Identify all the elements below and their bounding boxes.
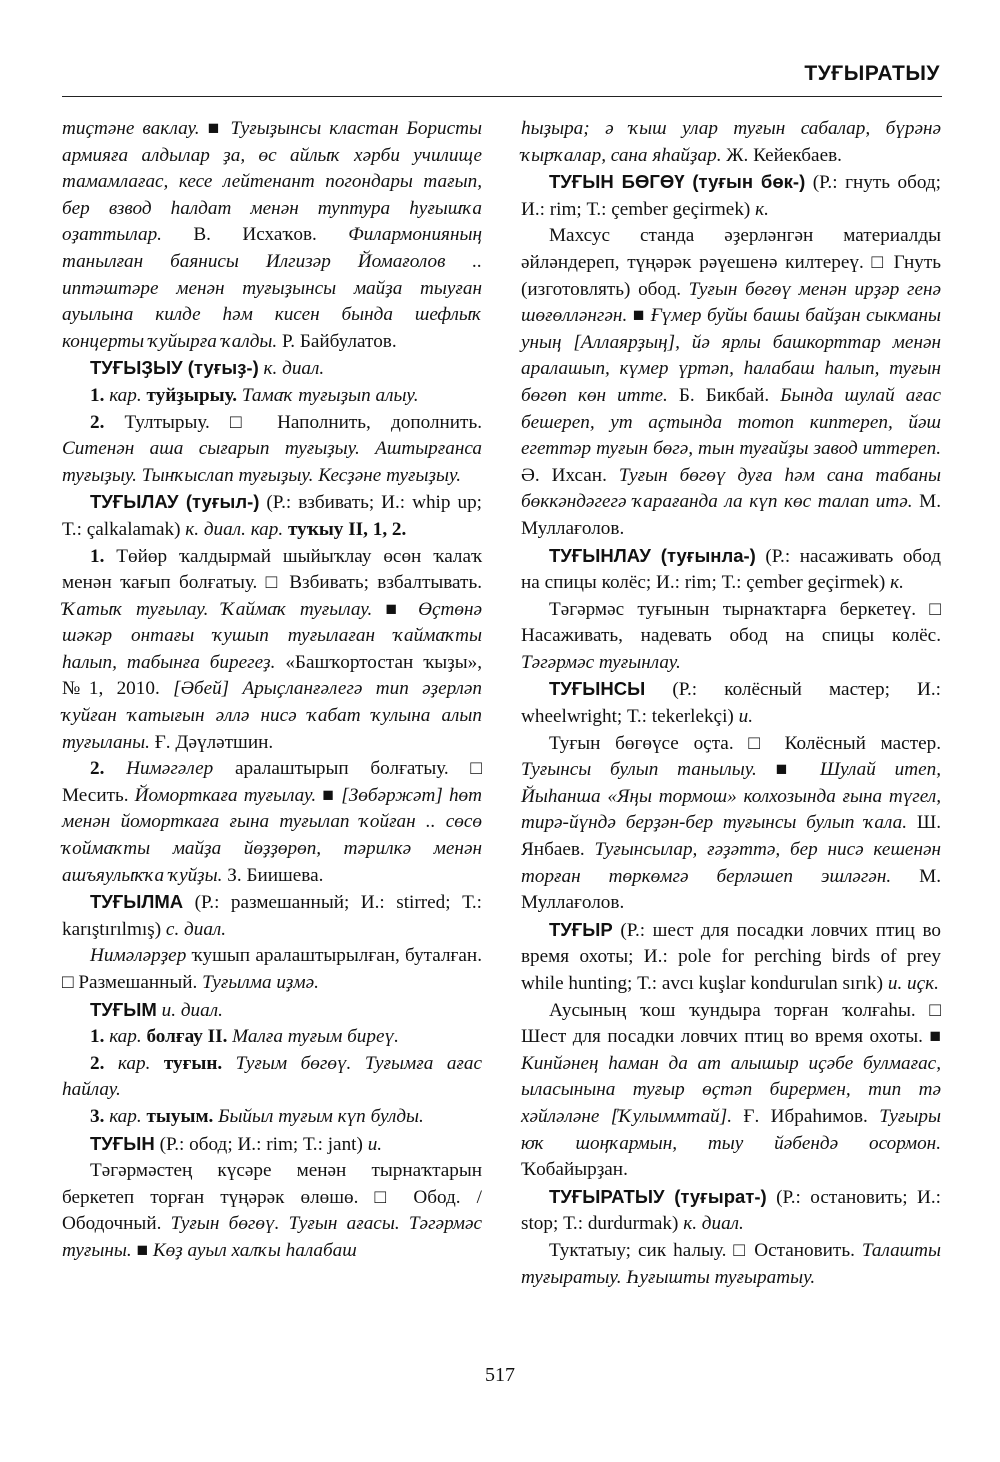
italic-text: Туғым бөгөү. Туғымға ағас һайлау. [62,1052,483,1101]
headword: ТУҒЫЛМА [90,891,184,913]
bold-text: туйҙырыу. [141,384,238,406]
italic-text: ■ Кинйәнең һаман да ат алышыр иҫәбе булмағас, ыласынына туғыр өҫтәп бирермен, тип тә хәйләләне [Ҡулыммтай]. [521,1026,941,1127]
italic-text: Филармонияның танылған баянисы Илгизәр Йомағолов .. иптәштәре менән туғыҙынсы майҙа тыуған ауылына килде һәм кисен бында шефлыҡ концерты ҡуйырға ҡалды. [62,224,482,352]
text-run: (Р.: шест для посадки ловчих птиц во время охоты; И.: pole for perching birds of prey while hunting; Т.: avcı kuşlar kondurulan sırık) [521,919,941,994]
italic-text: Тәгәрмәс туғынлау. [521,651,681,673]
dictionary-paragraph [62,355,482,383]
text-run: Аусының ҡош ҡундыра торған ҡолғаһы. □ Шест для посадки ловчих птиц во время охоты. [521,999,941,1048]
italic-text: Туғын бөгөү. Туғын ағасы. Тәгәрмәс туғыны. ■ Көҙ ауыл халҡы һалабаш [62,1213,482,1261]
text-run: (Р.: остановить; И.: stop; Т.: durdurmak) [521,1186,941,1235]
italic-text: Ҡатыҡ туғылау. Ҡаймаҡ туғылау. ■ Өҫтөнә шәкәр онтағы ҡушып туғылаған ҡаймаҡты һалып, табынға бирегеҙ. [62,598,482,673]
left-column [62,116,482,1265]
text-run: Ж. Кейекбаев. [721,144,842,166]
italic-text: Талашты туғыратыу. Һуғышты туғыратыу. [521,1239,941,1288]
text-run: (Р.: колёсный мастер; И.: wheelwright; Т.: tekerlekçi) [521,679,941,728]
italic-text: и. [367,1133,383,1155]
headword: ТУҒЫР [549,918,613,940]
bold-text: болғау II. [141,1026,228,1048]
headword: ТУҒЫМ [90,998,157,1020]
text-run: (Р.: насаживать обод на спицы колёс; И.: rim; Т.: çember geçirmek) [521,545,941,594]
text-run: Р. Байбулатов. [277,330,397,352]
dictionary-paragraph [62,1024,482,1051]
italic-text: Туғыры юҡ шоңҡармын, тыу йәбендә осормон. [521,1105,941,1154]
text-run: Төйөр ҡалдырмай шыйыҡлау өсөн ҡалаҡ менән ҡағып болғатыу. □ Взбивать; взбалтывать. [62,545,482,594]
text-run: Ш. Янбаев. [521,812,941,861]
dictionary-paragraph [62,1104,482,1131]
italic-text: к. диал. [258,358,325,380]
text-run: М. Муллағолов. [521,865,942,914]
italic-text: Туғынсы булып танылыу. ■ Шулай итеп, Йыһанша «Яңы тормош» колхозында ғына түгел, тирә-йүндә берҙән-бер туғынсы булып ҡала. [521,759,941,834]
text-run: Туғын бөгөүсе оҫта. □ Колёсный мастер. [549,732,941,754]
headword: ТУҒЫН [90,1132,155,1154]
dictionary-paragraph [62,116,482,355]
bold-text: 1. [90,545,117,567]
dictionary-paragraph [62,889,482,943]
italic-text: Малға туғым биреү. [227,1026,399,1048]
italic-text: кар. [109,384,142,406]
headword: ТУҒЫН БӨГӨҮ (туғын бөк-) [549,171,806,193]
text-run: Тәгәрмәс туғынын тырнаҡтарға беркетеү. □ Насаживать, надевать обод на спицы колёс. [521,598,941,647]
text-run: З. Биишева. [222,864,324,886]
bold-text: туғын. [150,1052,223,1074]
text-run: Ғ. Дәүләтшин. [149,731,274,753]
bold-text: туҡыу II, 1, 2. [283,518,407,540]
dictionary-paragraph [521,676,941,730]
italic-text: Нимәгәлер [126,758,214,780]
italic-text: к. диал. кар. [185,518,284,540]
text-run: (Р.: обод; И.: rim; Т.: jant) [154,1133,368,1155]
text-run: Тәгәрмәстең күсәре менән тырнаҡтарын беркетеп торған түңәрәк өлөшө. □ Обод. / Ободочный. [62,1160,482,1235]
italic-text: Быйыл туғым күп булды. [213,1105,424,1127]
dictionary-paragraph [62,1051,482,1104]
text-run: Ә. Ихсан. [521,464,619,486]
italic-text: Ситенән аша сығарып туғыҙыу. Аштырғанса туғыҙыу. Тынҡыслап туғыҙыу. Кесҙәне туғыҙыу. [62,438,482,486]
bold-text: 1. [90,1026,110,1048]
italic-text: с. диал. [165,918,227,940]
dictionary-paragraph [521,116,941,169]
italic-text: Туғылма иҙмә. [202,972,319,993]
italic-text: [Әбей] Арыҫланғәлегә тип әҙерләп ҡуйған ҡатығын әллә нисә ҡабат ҡулына алып туғыланы. [62,678,482,753]
italic-text: Бында шулай ағас бешереп, ут аҫтында тотоп киптереп, йәш егеттәр туғын бөгә, тын туғайҙы завод иттереп. [521,384,941,460]
text-run: М. Муллағолов. [521,491,942,539]
italic-text: тиҫтәне ваклау. ■ Туғыҙынсы кластан Бористы армияға алдылар ҙа, өс айлыҡ хәрби училище тамамлағас, кесе лейтенант погондары тағып, бер взвод һалдат менән туптура һуғышҡа оҙаттылар. [62,118,482,246]
italic-text: Тамаҡ туғыҙып алыу. [237,384,419,406]
dictionary-paragraph [521,543,941,597]
bold-text: тыуым. [141,1105,214,1127]
italic-text: и. [738,706,753,728]
italic-text: кар. [109,1026,142,1048]
italic-text: кар. [109,1105,142,1127]
bold-text: 2. [90,758,127,780]
dictionary-paragraph [62,383,482,410]
dictionary-paragraph [62,544,482,757]
italic-text: Туғын бөгөү менән ирҙәр генә шөғөлләнгән. ■ Ғүмер буйы башы байҙан сыкманы уның [Аллаярҙың], йә ярлы башкорттар менән аралашып, күмер үртәп, һалабаш һалып, туғын бөгөп көн итте. [521,278,942,406]
italic-text: Туғынсылар, ғәҙәттә, бер нисә кешенән торған төркөмгә берләшеп эшләгән. [521,839,942,887]
headword: ТУҒЫРАТЫУ (туғырат-) [549,1185,767,1207]
dictionary-paragraph [62,410,482,490]
dictionary-paragraph [521,731,941,917]
text-run: «Башҡортостан ҡыҙы», №1, 2010. [62,651,482,700]
headword: ТУҒЫНСЫ [549,678,646,700]
italic-text: и. диал. [156,999,223,1021]
italic-text: һыҙыра; ә ҡыш улар туғын сабалар, бүрәнә ҡырҡалар, сана яһайҙар. [521,118,941,166]
italic-text: к. [755,198,769,220]
running-head: ТУҒЫРАТЫУ [804,62,940,85]
bold-text: 3. [90,1105,110,1127]
dictionary-paragraph [62,943,482,996]
text-run: (Р.: гнуть обод; И.: rim; Т.: çember geçirmek) [521,172,941,220]
headword: ТУҒЫҘЫУ (туғыҙ-) [90,357,259,379]
headword: ТУҒЫЛАУ (туғыл-) [90,491,260,513]
bold-text: 2. [90,411,125,433]
text-run: Ғ. Ибраһимов. [732,1105,880,1127]
right-column [521,116,941,1291]
dictionary-paragraph [521,998,941,1184]
italic-text: кар. [117,1052,151,1074]
page-header [62,56,942,97]
dictionary-paragraph [521,1238,941,1291]
text-run: Тултырыу. □ Наполнить, дополнить. [124,411,482,433]
italic-text: Туғын бөгөү дуға һәм сана табаны бөккәндәгегә ҡарағанда ла күп көс талап итә. [521,464,941,513]
text-run: Б. Бикбай. [667,384,781,406]
text-run: (Р.: размешанный; И.: stirred; Т.: karıştırılmış) [62,892,482,940]
dictionary-paragraph [521,917,941,998]
dictionary-paragraph [62,489,482,543]
text-run: Ҡобайырҙан. [521,1159,628,1181]
headword: ТУҒЫНЛАУ (туғынла-) [549,544,756,566]
italic-text: к. [890,572,904,594]
text-run: ҡушып аралаштырылған, буталған. □ Размешанный. [62,945,482,993]
text-run: Махсус станда әҙерләнгән материалды әйләндереп, түңәрәк рәүешенә килтереү. □ Гнуть (изготовлять) обод. [521,225,941,300]
dictionary-paragraph [521,597,941,677]
italic-text: Йоморткаға туғылау. ■ [Зөбәржәт] һөт менән йоморткаға ғына туғылап ҡойған .. сөсө ҡоймаҡты майҙа йөҙҙөрөп, тәрилкә менән ашъяулыҡҡа ҡуйҙы. [62,784,482,886]
dictionary-paragraph [62,1158,482,1264]
italic-text: к. диал. [683,1213,744,1235]
italic-text: Нимәләрҙер [90,945,187,967]
dictionary-paragraph [521,223,941,542]
dictionary-paragraph [62,997,482,1025]
dictionary-paragraph [521,169,941,223]
dictionary-paragraph [521,1184,941,1238]
text-run: В. Исхаҡов. [161,224,349,246]
text-run: аралаштырып болғатыу. □ Месить. [62,758,482,806]
dictionary-paragraph [62,1131,482,1159]
dictionary-paragraph [62,756,482,889]
italic-text: и. иҫк. [887,973,939,994]
bold-text: 2. [90,1052,118,1074]
page-number: 517 [485,1364,515,1386]
text-run: (Р.: взбивать; И.: whip up; Т.: çalkalamak) [62,492,482,540]
bold-text: 1. [90,384,110,406]
text-run: Туктатыу; сик һалыу. □ Остановить. [549,1239,862,1261]
